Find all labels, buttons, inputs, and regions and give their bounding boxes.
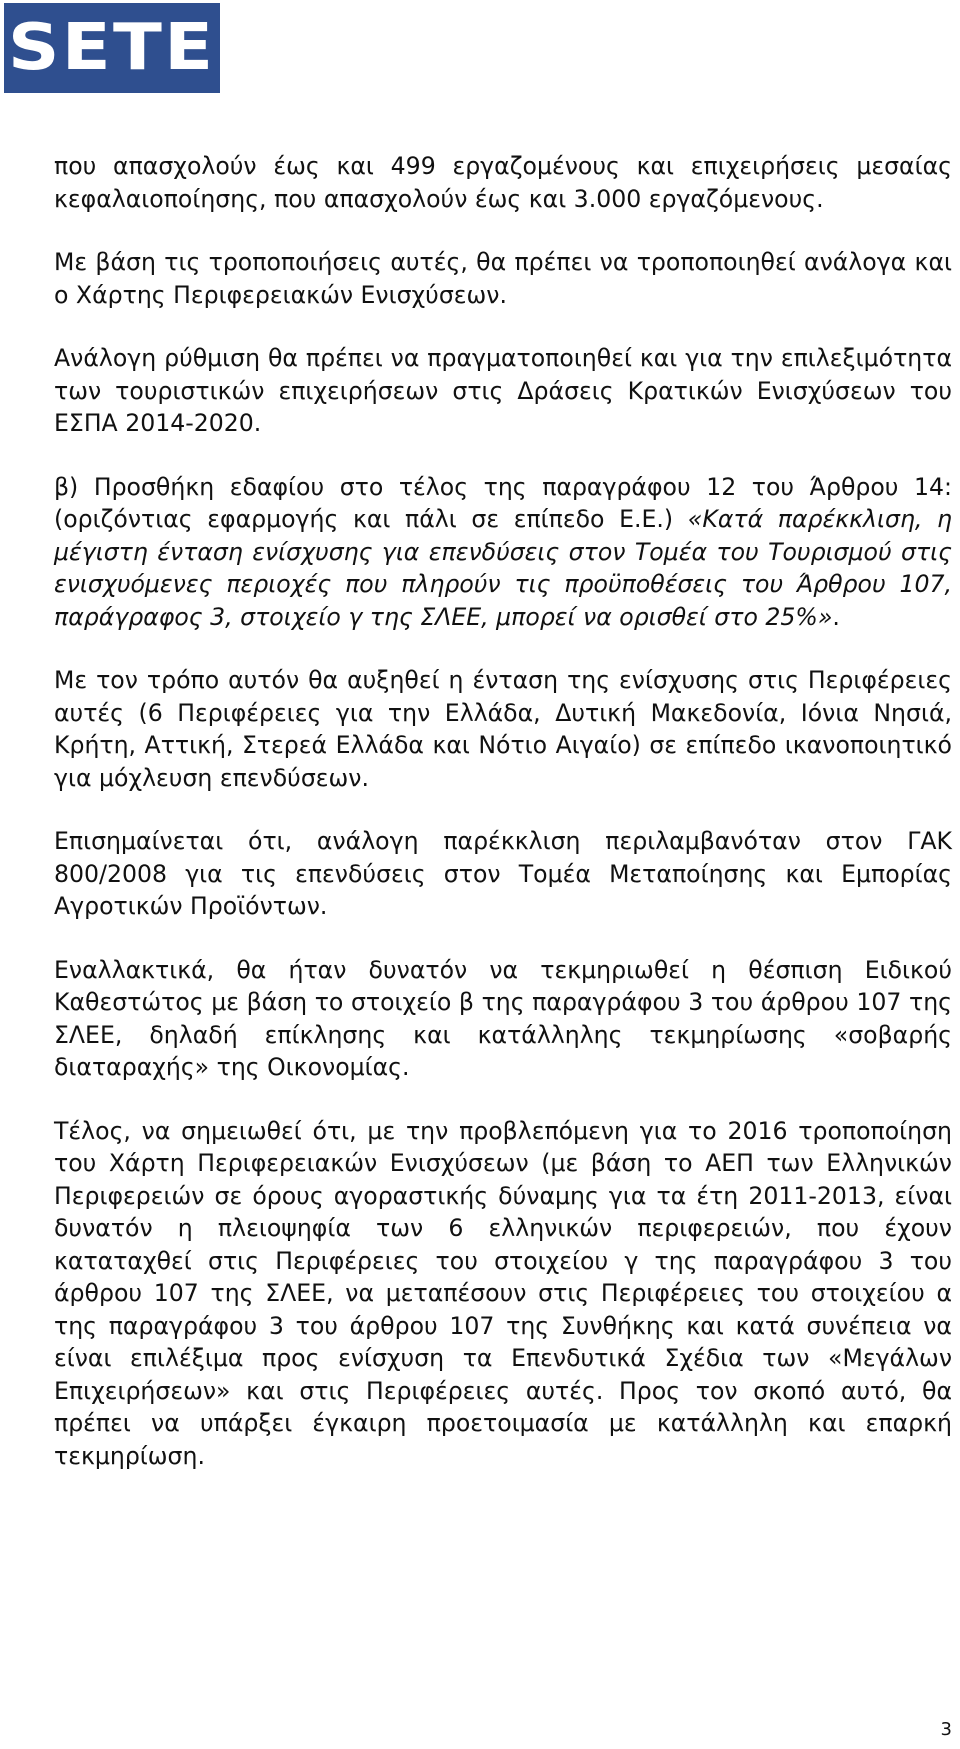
paragraph-2: Με βάση τις τροποποιήσεις αυτές, θα πρέπει να τροποποιηθεί ανάλογα και ο Χάρτης Περιφερειακών Ενισχύσεων. (54, 248, 952, 309)
paragraph-4 (54, 471, 952, 634)
paragraph-4-text: β) Προσθήκη εδαφίου στο τέλος της παραγράφου 12 του Άρθρου 14: (οριζόντιας εφαρμογής και πάλι σε επίπεδο Ε.Ε.) (54, 472, 952, 533)
paragraph-5: Με τον τρόπο αυτόν θα αυξηθεί η ένταση της ενίσχυσης στις Περιφέρειες αυτές (6 Περιφέρειες για την Ελλάδα, Δυτική Μακεδονία, Ιόνια Νησιά, Κρήτη, Αττική, Στερεά Ελλάδα και Νότιο Αιγαίο) σε επίπεδο ικανοποιητικό για μόχλευση επενδύσεων. (54, 666, 952, 792)
paragraph-6: Επισημαίνεται ότι, ανάλογη παρέκκλιση περιλαμβανόταν στον ΓΑΚ 800/2008 για τις επενδύσεις στον Τομέα Μεταποίησης και Εμπορίας Αγροτικών Προϊόντων. (54, 827, 952, 920)
paragraph-8: Τέλος, να σημειωθεί ότι, με την προβλεπόμενη για το 2016 τροποποίηση του Χάρτη Περιφερειακών Ενισχύσεων (με βάση το ΑΕΠ των Ελληνικών Περιφερειών σε όρους αγοραστικής δύναμης για τα έτη 2011-2013, είναι δυνατόν η πλειοψηφία των 6 ελληνικών περιφερειών, που έχουν καταταχθεί στις Περιφέρειες του στοιχείου γ της παραγράφου 3 του άρθρου 107 της ΣΛΕΕ, να μεταπέσουν στις Περιφέρειες του στοιχείου α της παραγράφου 3 του άρθρου 107 της Συνθήκης και κατά συνέπεια να είναι επιλέξιμα προς ενίσχυση τα Επενδυτικά Σχέδια των «Μεγάλων Επιχειρήσεων» και στις Περιφέρειες αυτές. Προς τον σκοπό αυτό, θα πρέπει να υπάρξει έγκαιρη προετοιμασία με κατάλληλη και επαρκή τεκμηρίωση. (54, 1116, 952, 1470)
paragraph-1: που απασχολούν έως και 499 εργαζομένους και επιχειρήσεις μεσαίας κεφαλαιοποίησης, που απασχολούν έως και 3.000 εργαζόμενους. (54, 152, 952, 213)
paragraph-3: Ανάλογη ρύθμιση θα πρέπει να πραγματοποιηθεί και για την επιλεξιμότητα των τουριστικών επιχειρήσεων στις Δράσεις Κρατικών Ενισχύσεων του ΕΣΠΑ 2014-2020. (54, 344, 952, 437)
document-body (54, 150, 952, 1503)
quoted-amendment: «Κατά παρέκκλιση, η μέγιστη ένταση ενίσχυσης για επενδύσεις στον Τομέα του Τουρισμού στις ενισχυόμενες περιοχές που πληρούν τις προϋποθέσεις του Άρθρου 107, παράγραφος 3, στοιχείο γ της ΣΛΕΕ, μπορεί να ορισθεί στο 25%» (54, 505, 952, 631)
page-number: 3 (940, 1719, 952, 1740)
paragraph-4-end: . (832, 602, 840, 631)
logo-text: SETE (8, 11, 216, 85)
paragraph-7: Εναλλακτικά, θα ήταν δυνατόν να τεκμηριωθεί η θέσπιση Ειδικού Καθεστώτος με βάση το στοιχείο β της παραγράφου 3 του άρθρου 107 της ΣΛΕΕ, δηλαδή επίκλησης και κατάλληλης τεκμηρίωσης «σοβαρής διαταραχής» της Οικονομίας. (54, 955, 952, 1081)
sete-logo (4, 3, 220, 93)
